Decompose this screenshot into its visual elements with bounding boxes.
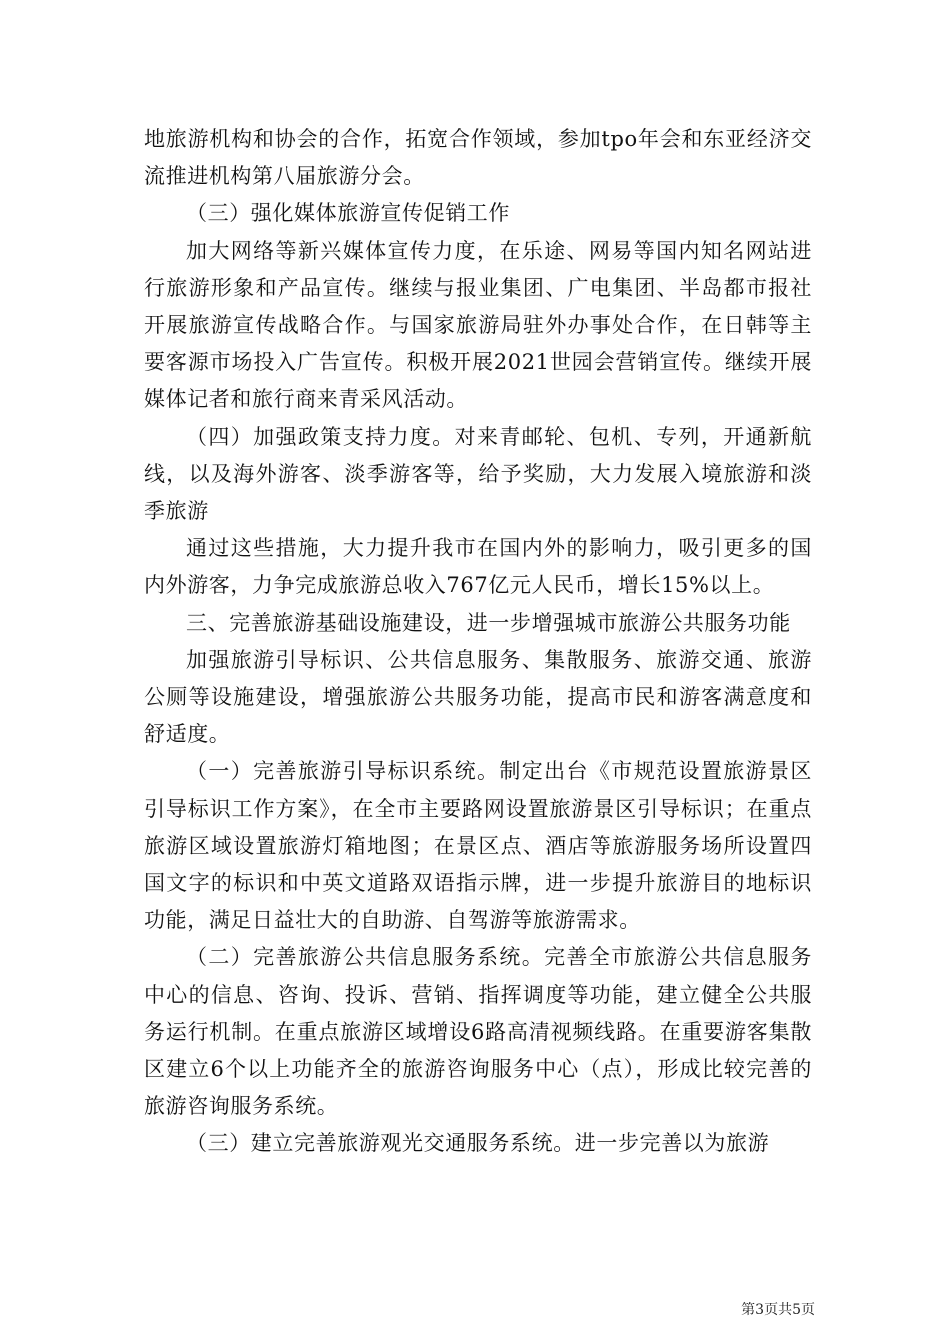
paragraph-continuation: 地旅游机构和协会的合作，拓宽合作领域，参加tpo年会和东亚经济交流推进机构第八届旅游分会。: [144, 127, 812, 189]
paragraph-transport-service-system: （三）建立完善旅游观光交通服务系统。进一步完善以为旅游: [186, 1131, 770, 1156]
page-number-footer: 第3页共5页: [741, 1302, 815, 1318]
paragraph-policy-support: （四）加强政策支持力度。对来青邮轮、包机、专列，开通新航线，以及海外游客、淡季游客等，给予奖励，大力发展入境旅游和淡季旅游: [144, 424, 812, 524]
paragraph-infrastructure-intro: 加强旅游引导标识、公共信息服务、集散服务、旅游交通、旅游公厕等设施建设，增强旅游公共服务功能，提高市民和游客满意度和舒适度。: [144, 647, 812, 747]
paragraph-summary-goal: 通过这些措施，大力提升我市在国内外的影响力，吸引更多的国内外游客，力争完成旅游总收入767亿元人民币，增长15%以上。: [144, 536, 812, 598]
section-heading-media-promotion: （三）强化媒体旅游宣传促销工作: [186, 201, 510, 226]
section-heading-infrastructure: 三、完善旅游基础设施建设，进一步增强城市旅游公共服务功能: [186, 610, 791, 635]
paragraph-media-promotion: 加大网络等新兴媒体宣传力度，在乐途、网易等国内知名网站进行旅游形象和产品宣传。继续与报业集团、广电集团、半岛都市报社开展旅游宣传战略合作。与国家旅游局驻外办事处合作，在日韩等主要客源市场投入广告宣传。积极开展2021世园会营销宣传。继续开展媒体记者和旅行商来青采风活动。: [144, 238, 812, 412]
paragraph-info-service-system: （二）完善旅游公共信息服务系统。完善全市旅游公共信息服务中心的信息、咨询、投诉、营销、指挥调度等功能，建立健全公共服务运行机制。在重点旅游区域增设6路高清视频线路。在重要游客集散区建立6个以上功能齐全的旅游咨询服务中心（点），形成比较完善的旅游咨询服务系统。: [144, 945, 812, 1119]
document-body: [144, 121, 812, 1163]
paragraph-signage-system: （一）完善旅游引导标识系统。制定出台《市规范设置旅游景区引导标识工作方案》，在全市主要路网设置旅游景区引导标识；在重点旅游区域设置旅游灯箱地图；在景区点、酒店等旅游服务场所设置四国文字的标识和中英文道路双语指示牌，进一步提升旅游目的地标识功能，满足日益壮大的自助游、自驾游等旅游需求。: [144, 759, 812, 933]
